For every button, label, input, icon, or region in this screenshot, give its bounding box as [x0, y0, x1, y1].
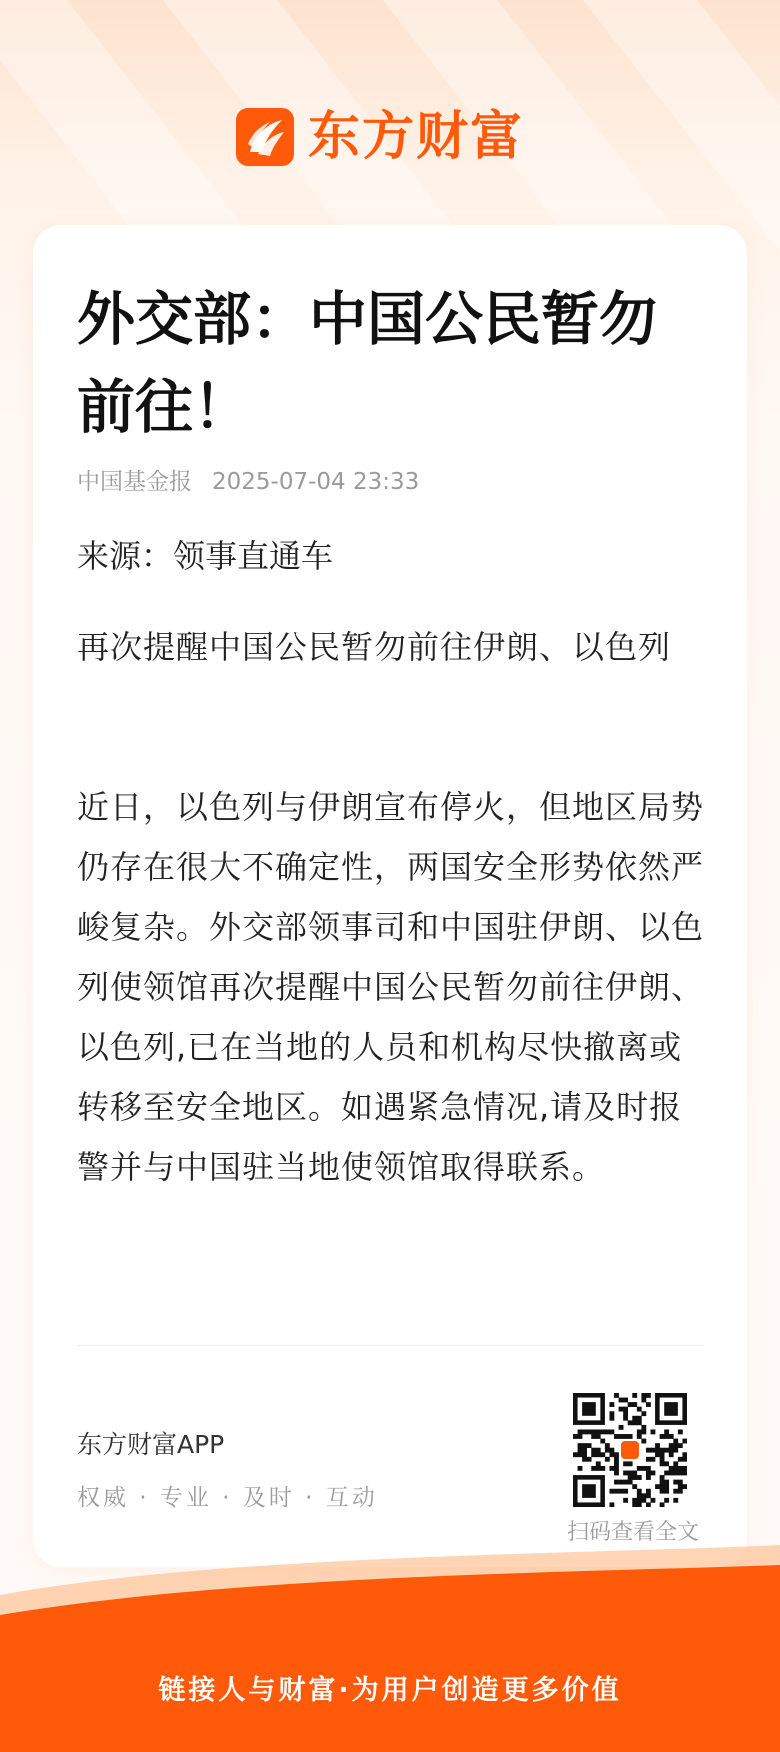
divider [77, 1345, 703, 1346]
article-publisher: 中国基金报 [77, 469, 192, 495]
article-source: 来源：领事直通车 [77, 537, 334, 575]
article-paragraph: 近日，以色列与伊朗宣布停火，但地区局势仍存在很大不确定性，两国安全形势依然严峻复杂。外交部领事司和中国驻伊朗、以色列使领馆再次提醒中国公民暂勿前往伊朗、以色列,已在当地的人员和机构尽快撤离或转移至安全地区。如遇紧急情况,请及时报警并与中国驻当地使领馆取得联系。 [77, 788, 705, 1186]
qr-caption: 扫码查看全文 [566, 1520, 699, 1545]
brand-name: 东方财富 [308, 107, 525, 167]
article-card [33, 225, 747, 1567]
brand-logo [236, 106, 524, 168]
app-slogan: 权威 · 专业 · 及时 · 互动 [77, 1485, 378, 1511]
article-meta [77, 463, 419, 496]
app-name: 东方财富APP [77, 1430, 225, 1459]
article-title: 外交部：中国公民暂勿前往！ [77, 285, 658, 441]
qr-code-icon[interactable] [573, 1393, 687, 1507]
article-paragraph: 再次提醒中国公民暂勿前往伊朗、以色列 [77, 628, 672, 666]
footer-slogan: 链接人与财富·为用户创造更多价值 [158, 1675, 622, 1706]
article-datetime: 2025-07-04 23:33 [212, 469, 420, 495]
footer-band [0, 1545, 780, 1752]
eastmoney-logo-icon [236, 108, 294, 166]
